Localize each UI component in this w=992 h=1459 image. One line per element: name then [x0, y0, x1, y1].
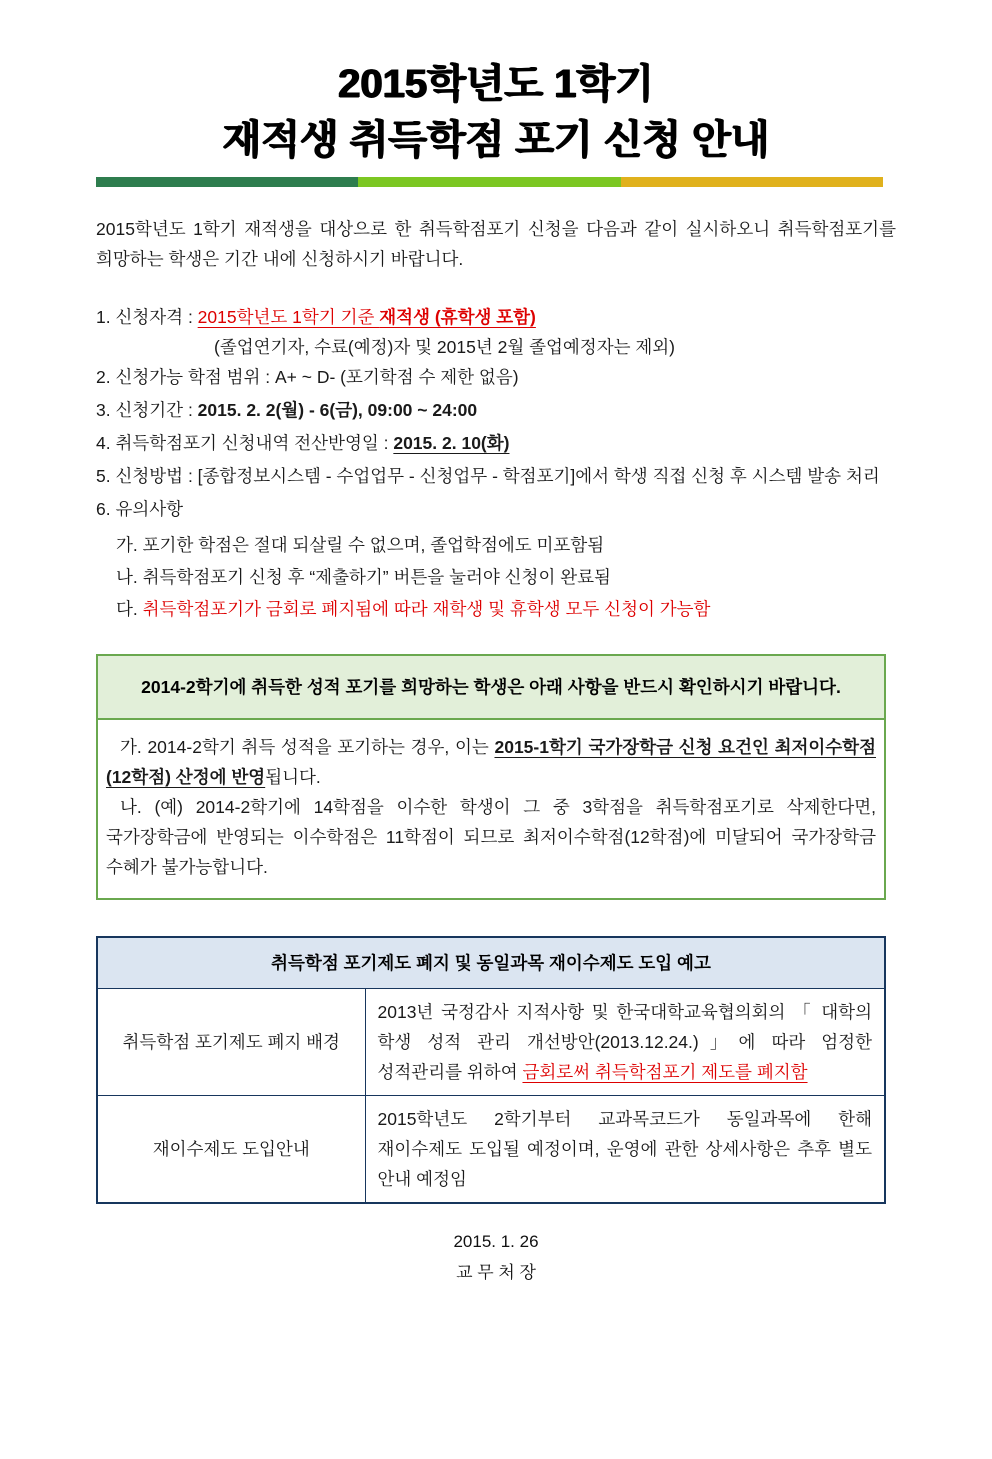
item3-prefix: 3. 신청기간 :	[96, 400, 198, 420]
page-title	[96, 56, 896, 168]
item-precautions-heading: 6. 유의사항	[96, 499, 184, 519]
item-application-qualification	[96, 302, 896, 332]
precaution-c	[96, 594, 896, 624]
application-info-list	[96, 302, 896, 624]
precaution-b: 나. 취득학점포기 신청 후 “제출하기” 버튼을 눌러야 신청이 완료됨	[116, 567, 611, 587]
item1-qualification-link	[198, 307, 536, 327]
intro-paragraph: 2015학년도 1학기 재적생을 대상으로 한 취득학점포기 신청을 다음과 같이 실시하오니 취득학점포기를 희망하는 학생은 기간 내에 신청하시기 바랍니다.	[96, 219, 896, 269]
item-application-period	[96, 395, 896, 425]
table-row-retake-guide	[97, 1096, 885, 1204]
row1-text-prefix: 2013년 국정감사 지적사항 및 한국대학교육협의회의 「 대학의 학생 성적 관리 개선방안(2013.12.24.)」에 따라 엄정한 성적관리를 위하여	[377, 1002, 872, 1082]
title-divider	[96, 177, 883, 187]
item-system-reflection-date	[96, 428, 896, 458]
notice-a-emphasis: 2015-1학기 국가장학금 신청 요건인 최저이수학점(12학점) 산정에 반영	[106, 737, 876, 787]
precaution-c-warning: 취득학점포기가 금회로 폐지됨에 따라 재학생 및 휴학생 모두 신청이 가능함	[142, 599, 711, 619]
item-qualification-exclusion-note: (졸업연기자, 수료(예정)자 및 2015년 2월 졸업예정자는 제외)	[214, 337, 676, 357]
notice-a-suffix: 됩니다.	[265, 767, 321, 787]
item-application-method: 5. 신청방법 : [종합정보시스템 - 수업업무 - 신청업무 - 학점포기]에서 학생 직접 신청 후 시스템 발송 처리	[96, 466, 880, 486]
item1-prefix: 1. 신청자격 :	[96, 307, 198, 327]
item-credit-range: 2. 신청가능 학점 범위 : A+ ~ D- (포기학점 수 제한 없음)	[96, 367, 519, 387]
item3-period-value: 2015. 2. 2(월) - 6(금), 09:00 ~ 24:00	[197, 400, 478, 420]
page-title-line2: 재적생 취득학점 포기 신청 안내	[222, 118, 770, 162]
notice-box-body	[98, 720, 884, 898]
row2-label: 재이수제도 도입안내	[97, 1096, 365, 1204]
table-title: 취득학점 포기제도 폐지 및 동일과목 재이수제도 도입 예고	[97, 937, 885, 989]
item1-link-regular: 2015학년도 1학기 기준	[197, 307, 380, 327]
table-row-abolition-background	[97, 989, 885, 1096]
divider-segment-dark-green	[96, 177, 358, 187]
divider-segment-light-green	[358, 177, 620, 187]
row1-abolition-emphasis: 금회로써 취득학점포기 제도를 폐지함	[522, 1062, 808, 1082]
notice-paragraph-a	[106, 732, 876, 792]
notice-a-prefix: 가. 2014-2학기 취득 성적을 포기하는 경우, 이는	[120, 737, 495, 757]
document-page	[0, 56, 992, 1459]
page-title-line1: 2015학년도 1학기	[338, 62, 654, 106]
row2-content: 2015학년도 2학기부터 교과목코드가 동일과목에 한해 재이수제도 도입될 예정이며, 운영에 관한 상세사항은 추후 별도 안내 예정임	[365, 1096, 885, 1204]
document-footer	[96, 1226, 896, 1288]
table-header-row	[97, 937, 885, 989]
item4-prefix: 4. 취득학점포기 신청내역 전산반영일 :	[96, 433, 394, 453]
item4-date-value: 2015. 2. 10(화)	[393, 433, 510, 453]
notice-box-header: 2014-2학기에 취득한 성적 포기를 희망하는 학생은 아래 사항을 반드시 확인하시기 바랍니다.	[98, 656, 884, 720]
row1-content	[365, 989, 885, 1096]
footer-signer: 교 무 처 장	[456, 1263, 536, 1282]
divider-segment-gold	[621, 177, 883, 187]
precaution-a: 가. 포기한 학점은 절대 되살릴 수 없으며, 졸업학점에도 미포함됨	[116, 535, 605, 555]
scholarship-notice-box	[96, 654, 886, 900]
footer-date: 2015. 1. 26	[453, 1232, 539, 1251]
notice-paragraph-b: 나. (예) 2014-2학기에 14학점을 이수한 학생이 그 중 3학점을 취득학점포기로 삭제한다면, 국가장학금에 반영되는 이수학점은 11학점이 되므로 최저이수학점(12학점)에 미달되어 국가장학금 수혜가 불가능합니다.	[106, 797, 876, 877]
policy-announcement-table	[96, 936, 886, 1204]
precaution-c-prefix: 다.	[116, 599, 143, 619]
row1-label: 취득학점 포기제도 폐지 배경	[97, 989, 365, 1096]
item1-link-bold: 재적생 (휴학생 포함)	[379, 307, 536, 327]
